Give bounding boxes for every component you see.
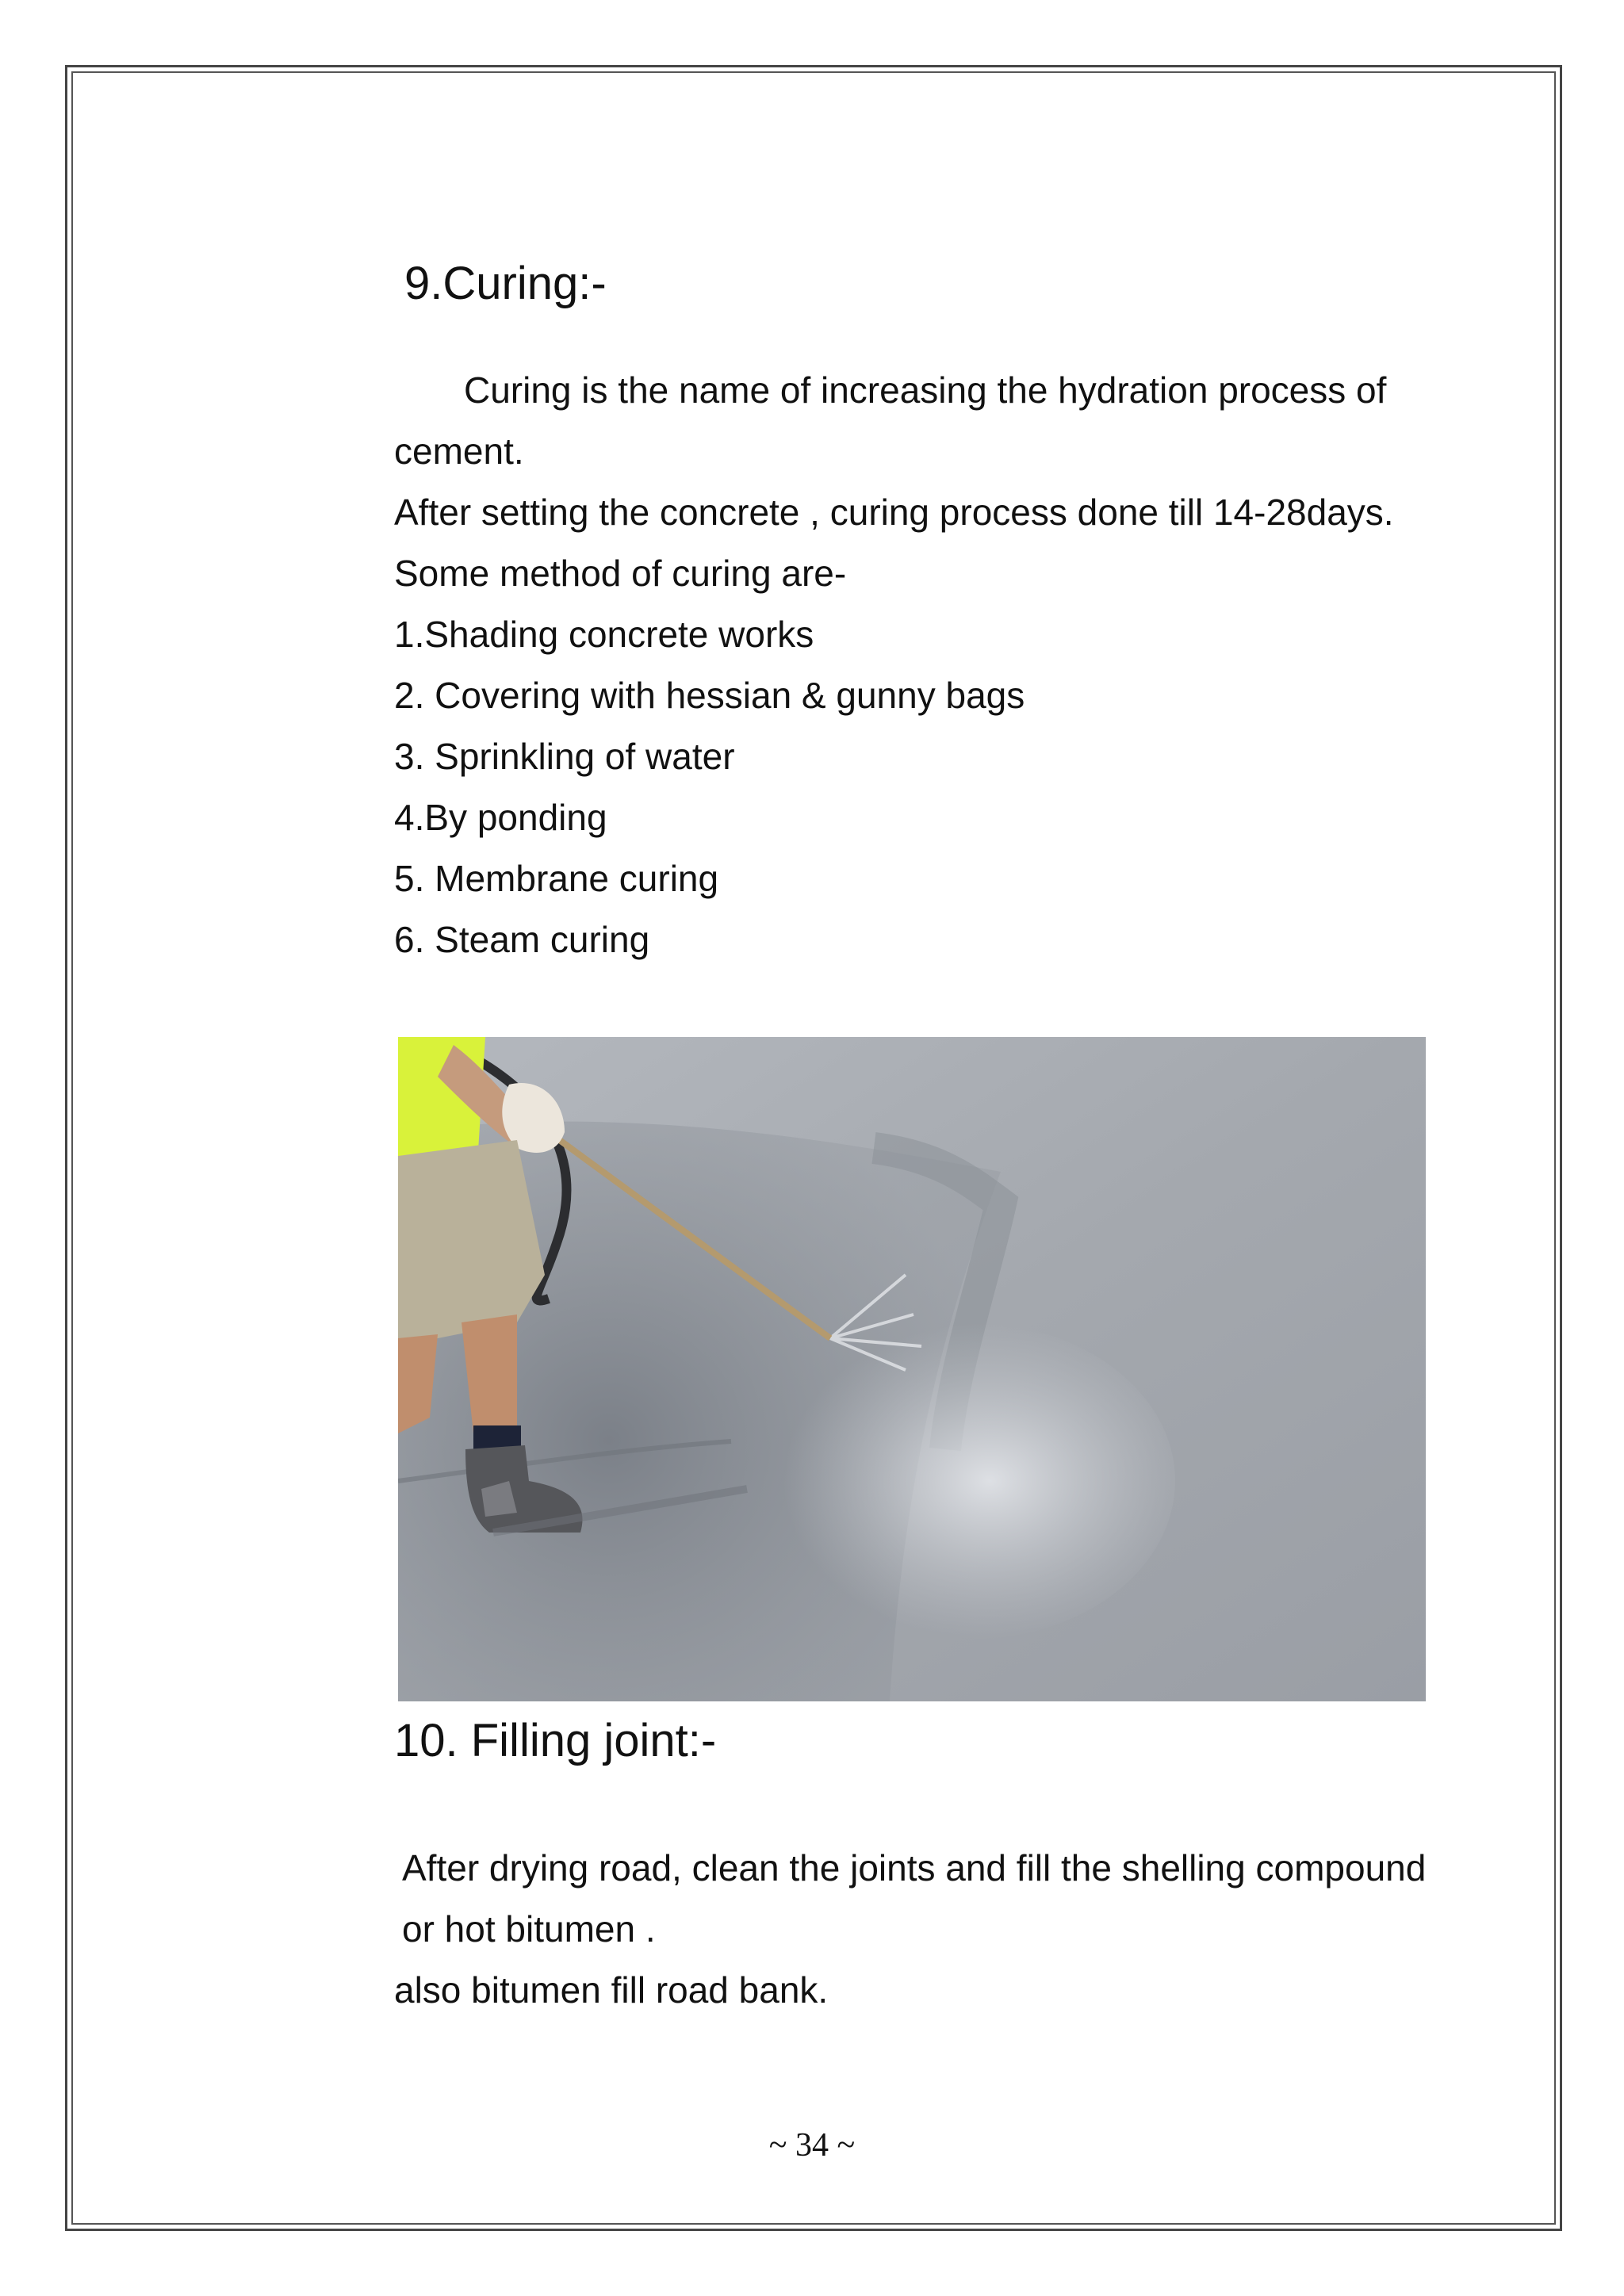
section-10-heading: 10. Filling joint:- (394, 1715, 717, 1766)
curing-method-3: 3. Sprinkling of water (394, 736, 735, 777)
curing-method-2: 2. Covering with hessian & gunny bags (394, 675, 1025, 716)
section-9-heading: 9.Curing:- (404, 258, 607, 309)
page-number (0, 2126, 1624, 2164)
filling-joint-text: After drying road, clean the joints and fill the shelling compound or hot bitumen . (402, 1847, 1427, 1950)
curing-method-1: 1.Shading concrete works (394, 614, 814, 655)
curing-method-6: 6. Steam curing (394, 919, 650, 960)
bitumen-road-bank-text: also bitumen fill road bank. (394, 1969, 829, 2011)
page-number-value: 34 (795, 2127, 829, 2164)
section-9-body (394, 360, 1449, 970)
curing-method-5: 5. Membrane curing (394, 858, 719, 899)
curing-methods-intro: Some method of curing are- (394, 553, 847, 594)
curing-definition: Curing is the name of increasing the hydration process of cement. (394, 369, 1387, 472)
curing-photo (398, 1037, 1426, 1701)
section-10-body (394, 1838, 1449, 2021)
tilde-left: ~ (768, 2127, 787, 2164)
curing-duration: After setting the concrete , curing process done till 14-28days. (394, 492, 1394, 533)
curing-method-4: 4.By ponding (394, 797, 607, 838)
tilde-right: ~ (837, 2127, 856, 2164)
